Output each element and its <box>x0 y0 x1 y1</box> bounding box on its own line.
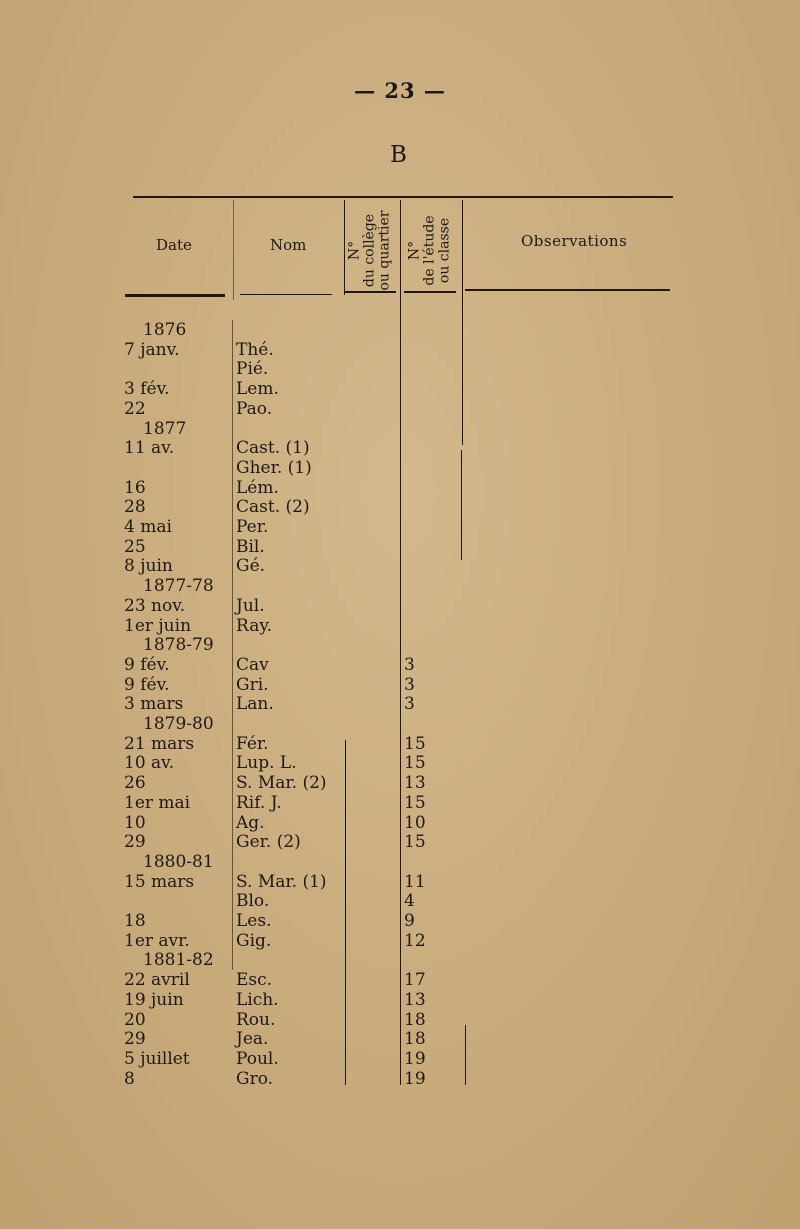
date-cell: 1er avr. <box>124 931 190 951</box>
year-heading: 1878-79 <box>143 635 214 655</box>
etude-cell: 15 <box>404 793 426 813</box>
etude-cell: 13 <box>404 773 426 793</box>
year-heading: 1881-82 <box>143 950 214 970</box>
date-cell: 5 juillet <box>124 1049 190 1069</box>
column-divider-etude-left <box>400 200 401 1085</box>
header-college-line3: ou quartier <box>376 210 393 291</box>
etude-cell: 15 <box>404 832 426 852</box>
column-divider-college-left <box>344 200 345 295</box>
date-cell: 1er mai <box>124 793 191 813</box>
nom-cell: Fér. <box>236 734 269 754</box>
year-heading: 1877-78 <box>143 576 214 596</box>
nom-cell: Ag. <box>236 813 265 833</box>
column-divider-etude-right <box>462 200 463 445</box>
etude-cell: 19 <box>404 1069 426 1089</box>
nom-cell: Lup. L. <box>236 753 297 773</box>
etude-cell: 15 <box>404 734 426 754</box>
etude-cell: 3 <box>404 675 415 695</box>
etude-cell: 3 <box>404 694 415 714</box>
date-cell: 3 mars <box>124 694 184 714</box>
nom-cell: Gri. <box>236 675 269 695</box>
nom-cell: Les. <box>236 911 272 931</box>
nom-cell: Ray. <box>236 616 273 636</box>
nom-cell: Gig. <box>236 931 272 951</box>
date-cell: 25 <box>124 537 146 557</box>
etude-cell: 18 <box>404 1029 426 1049</box>
etude-cell: 4 <box>404 891 415 911</box>
nom-cell: Esc. <box>236 970 273 990</box>
date-cell: 21 mars <box>124 734 195 754</box>
date-cell: 1er juin <box>124 616 192 636</box>
date-cell: 23 nov. <box>124 596 186 616</box>
date-cell: 20 <box>124 1010 146 1030</box>
date-cell: 8 <box>124 1069 135 1089</box>
header-observations: Observations <box>521 232 628 250</box>
etude-cell: 12 <box>404 931 426 951</box>
column-divider-observations <box>461 450 462 560</box>
nom-cell: Lich. <box>236 990 279 1010</box>
date-cell: 19 juin <box>124 990 184 1010</box>
year-heading: 1877 <box>143 419 187 439</box>
date-cell: 29 <box>124 832 146 852</box>
header-nom: Nom <box>270 236 307 254</box>
etude-cell: 9 <box>404 911 415 931</box>
etude-cell: 15 <box>404 753 426 773</box>
date-cell: 9 fév. <box>124 655 170 675</box>
header-college-line1: N° <box>346 240 363 261</box>
nom-cell: Cast. (1) <box>236 438 310 458</box>
header-rule-observations <box>465 289 670 291</box>
nom-cell: Bil. <box>236 537 265 557</box>
date-cell: 26 <box>124 773 146 793</box>
date-cell: 22 avril <box>124 970 190 990</box>
etude-cell: 18 <box>404 1010 426 1030</box>
nom-cell: Pié. <box>236 359 269 379</box>
header-date: Date <box>156 236 192 254</box>
header-etude-line1: N° <box>406 240 423 261</box>
header-rule-nom <box>240 294 332 295</box>
header-college <box>348 203 393 299</box>
etude-cell: 19 <box>404 1049 426 1069</box>
date-cell: 18 <box>124 911 146 931</box>
column-divider-observations-bottom <box>465 1025 466 1085</box>
nom-cell: Pao. <box>236 399 273 419</box>
nom-cell: Lan. <box>236 694 274 714</box>
date-cell: 4 mai <box>124 517 172 537</box>
nom-cell: Gro. <box>236 1069 274 1089</box>
nom-cell: Lém. <box>236 478 279 498</box>
date-cell: 29 <box>124 1029 146 1049</box>
nom-cell: Blo. <box>236 891 270 911</box>
date-cell: 28 <box>124 497 146 517</box>
column-divider-nom-top <box>233 200 234 300</box>
date-cell: 11 av. <box>124 438 175 458</box>
nom-cell: Gher. (1) <box>236 458 312 478</box>
table-top-rule <box>133 196 673 198</box>
year-heading: 1879-80 <box>143 714 214 734</box>
etude-cell: 13 <box>404 990 426 1010</box>
date-cell: 15 mars <box>124 872 195 892</box>
nom-cell: Rif. J. <box>236 793 282 813</box>
column-divider-nom <box>232 320 233 970</box>
nom-cell: Cast. (2) <box>236 497 310 517</box>
etude-cell: 3 <box>404 655 415 675</box>
date-cell: 7 janv. <box>124 340 180 360</box>
nom-cell: Lem. <box>236 379 279 399</box>
header-rule-date <box>125 294 225 297</box>
nom-cell: S. Mar. (2) <box>236 773 327 793</box>
nom-cell: Ger. (2) <box>236 832 301 852</box>
date-cell: 9 fév. <box>124 675 170 695</box>
column-divider-college <box>345 740 346 1085</box>
nom-cell: Rou. <box>236 1010 276 1030</box>
etude-cell: 17 <box>404 970 426 990</box>
date-cell: 22 <box>124 399 146 419</box>
page-number: — 23 — <box>354 78 446 103</box>
nom-cell: Cav <box>236 655 269 675</box>
date-cell: 10 <box>124 813 146 833</box>
header-etude-line2: de l'étude <box>421 215 438 286</box>
nom-cell: Gé. <box>236 556 266 576</box>
nom-cell: S. Mar. (1) <box>236 872 327 892</box>
etude-cell: 11 <box>404 872 426 892</box>
header-etude-line3: ou classe <box>436 217 453 284</box>
year-heading: 1880-81 <box>143 852 214 872</box>
section-letter: B <box>390 142 407 168</box>
year-heading: 1876 <box>143 320 187 340</box>
header-college-line2: du collège <box>361 213 378 288</box>
etude-cell: 10 <box>404 813 426 833</box>
nom-cell: Jea. <box>236 1029 269 1049</box>
date-cell: 16 <box>124 478 146 498</box>
nom-cell: Per. <box>236 517 269 537</box>
date-cell: 3 fév. <box>124 379 170 399</box>
nom-cell: Thé. <box>236 340 274 360</box>
nom-cell: Jul. <box>236 596 265 616</box>
date-cell: 8 juin <box>124 556 173 576</box>
header-etude <box>408 203 453 299</box>
date-cell: 10 av. <box>124 753 175 773</box>
nom-cell: Poul. <box>236 1049 279 1069</box>
